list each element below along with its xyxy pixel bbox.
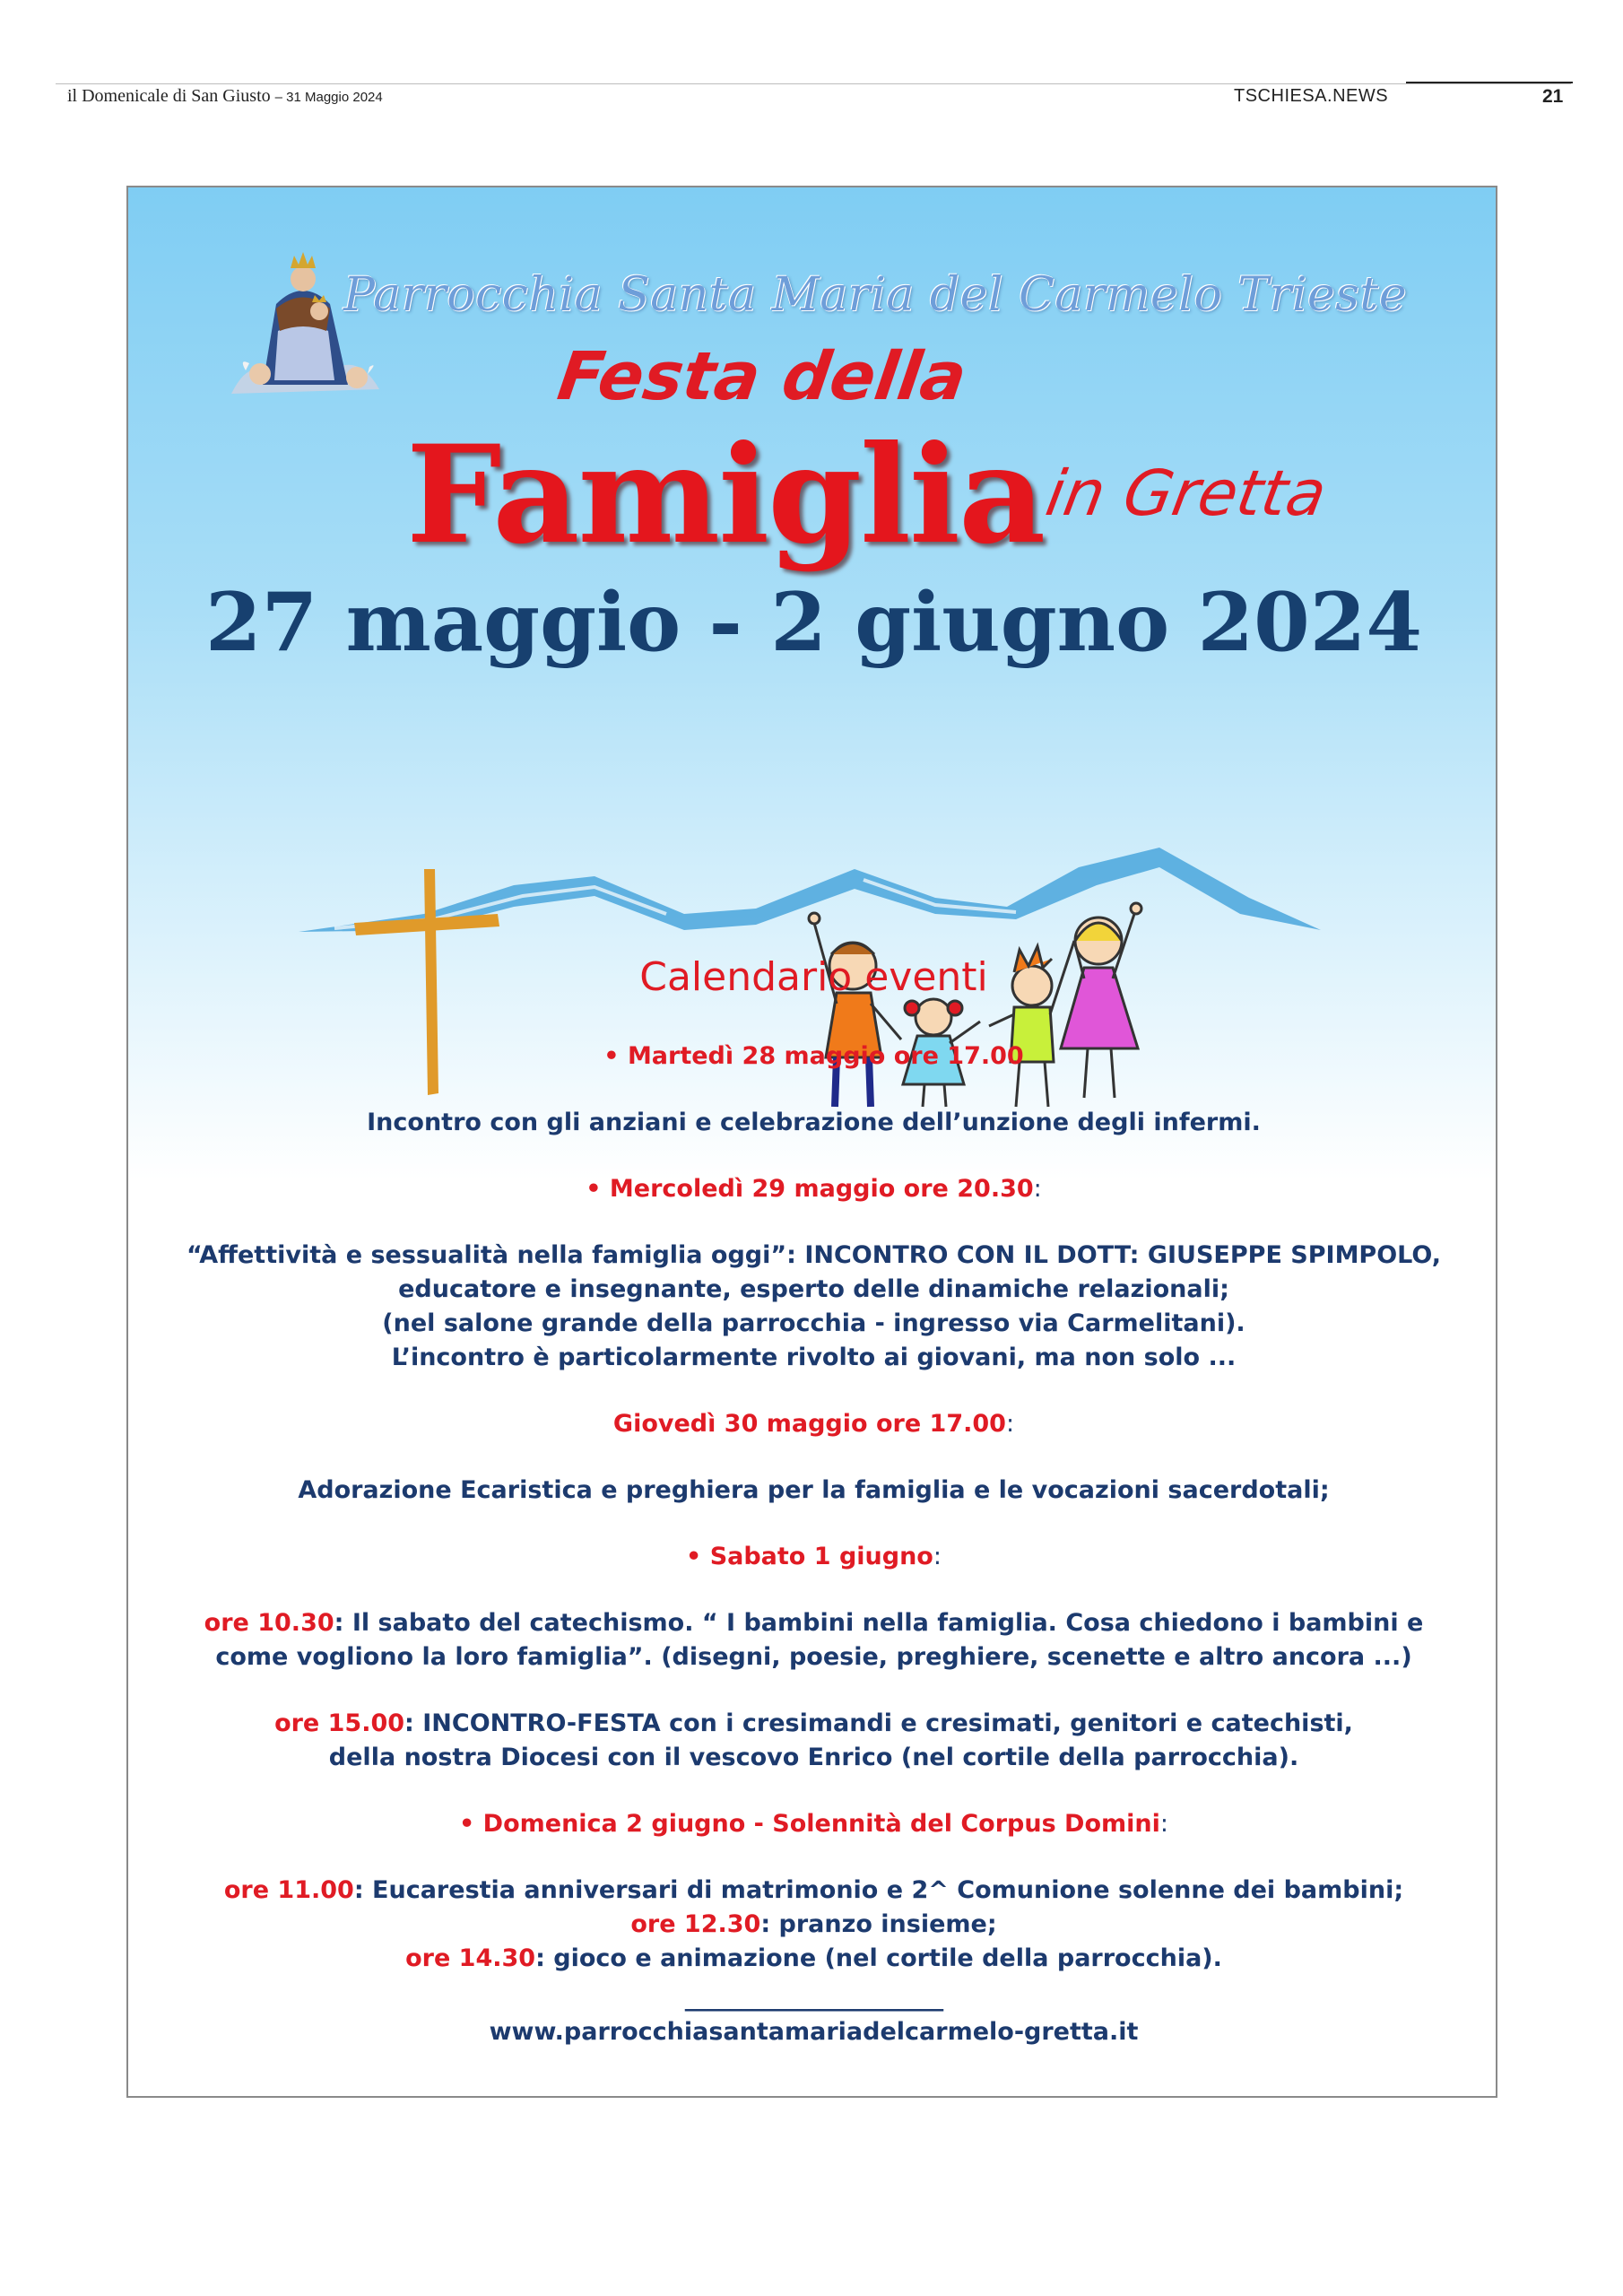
sunday-desc-3-text: gioco e animazione (nel cortile della parrocchia). (553, 1944, 1222, 1972)
sunday-desc-1-text: Eucarestia anniversari di matrimonio e 2^ Comunione solenne dei bambini; (372, 1876, 1404, 1904)
colon: : (933, 1543, 942, 1570)
event-poster (126, 186, 1497, 2098)
colon: : (1005, 1410, 1015, 1438)
event-desc-sunday-3: ore 14.30: gioco e animazione (nel cortile della parrocchia). (405, 1944, 1222, 1972)
event-desc-sunday-1: ore 11.00: Eucarestia anniversari di matrimonio e 2^ Comunione solenne dei bambini; (223, 1876, 1404, 1904)
tuesday-date-text: Martedì 28 maggio ore 17.00 (627, 1042, 1024, 1070)
header-rule (56, 83, 1571, 84)
page-header (0, 0, 1623, 117)
event-date-tuesday (128, 1039, 1497, 1074)
event-date-wednesday (128, 1172, 1497, 1206)
gretta-subtitle: in Gretta (1040, 457, 1332, 530)
saturday-time-2: ore 15.00 (274, 1709, 405, 1737)
parish-name: Parrocchia Santa Maria del Carmelo Trieste (343, 268, 1408, 322)
famiglia-title: Famiglia (406, 416, 1045, 574)
event-desc-saturday-1a: ore 10.30: Il sabato del catechismo. “ I bambini nella famiglia. Cosa chiedono i bambini e (204, 1609, 1424, 1637)
publication-date: – 31 Maggio 2024 (274, 90, 383, 105)
bullet: • (586, 1175, 610, 1203)
publication-info (67, 86, 383, 107)
colon: : (1159, 1810, 1168, 1838)
event-date-thursday (128, 1407, 1497, 1441)
event-date-sunday (128, 1807, 1497, 1841)
sunday-time-3: ore 14.30 (405, 1944, 536, 1972)
sunday-time-2: ore 12.30 (630, 1910, 761, 1938)
festa-title: Festa della (552, 338, 971, 415)
event-desc-sunday-2: ore 12.30: pranzo insieme; (630, 1910, 997, 1938)
sunday-date-text: Domenica 2 giugno - Solennità del Corpus Domini (482, 1810, 1160, 1838)
separator-line: _______________________ (684, 1984, 943, 2012)
event-dates: 27 maggio - 2 giugno 2024 (205, 575, 1422, 670)
colon: : (1033, 1175, 1042, 1203)
parish-website: www.parrocchiasantamariadelcarmelo-gretta.it (489, 2018, 1139, 2046)
event-desc-saturday-1b: come vogliono la loro famiglia”. (disegni, poesie, preghiere, scenette e altro ancora ...) (215, 1643, 1412, 1671)
event-desc-thursday: Adorazione Ecaristica e preghiera per la famiglia e le vocazioni sacerdotali; (298, 1476, 1330, 1504)
event-desc-wednesday-1: “Affettività e sessualità nella famiglia oggi”: INCONTRO CON IL DOTT: GIUSEPPE SPIMPOLO, (186, 1241, 1442, 1269)
event-list (128, 1039, 1497, 2049)
event-date-saturday (128, 1540, 1497, 1574)
calendar-title: Calendario eventi (639, 954, 988, 1000)
header-page-rule (1406, 82, 1573, 83)
event-desc-tuesday: Incontro con gli anziani e celebrazione dell’unzione degli infermi. (367, 1109, 1261, 1136)
wednesday-date-text: Mercoledì 29 maggio ore 20.30 (609, 1175, 1034, 1203)
event-desc-saturday-2a: ore 15.00: INCONTRO-FESTA con i cresimandi e cresimati, genitori e catechisti, (274, 1709, 1353, 1737)
bullet: • (686, 1543, 710, 1570)
saturday-date-text: Sabato 1 giugno (709, 1543, 933, 1570)
event-desc-wednesday-4: L’incontro è particolarmente rivolto ai giovani, ma non solo ... (391, 1344, 1237, 1371)
site-name: TSCHIESA.NEWS (1234, 86, 1389, 106)
thursday-date-text: Giovedì 30 maggio ore 17.00 (612, 1410, 1006, 1438)
saturday-desc-1a-text: Il sabato del catechismo. “ I bambini nella famiglia. Cosa chiedono i bambini e (352, 1609, 1424, 1637)
publication-name: il Domenicale di San Giusto (67, 86, 271, 106)
bullet: • (603, 1042, 628, 1070)
event-desc-wednesday-2: educatore e insegnante, esperto delle dinamiche relazionali; (398, 1275, 1229, 1303)
bullet: • (459, 1810, 483, 1838)
event-desc-saturday-2b: della nostra Diocesi con il vescovo Enrico (nel cortile della parrocchia). (328, 1744, 1299, 1771)
saturday-desc-2a-text: INCONTRO-FESTA con i cresimandi e cresimati, genitori e catechisti, (422, 1709, 1353, 1737)
saturday-time-1: ore 10.30 (204, 1609, 334, 1637)
event-desc-wednesday-3: (nel salone grande della parrocchia - ingresso via Carmelitani). (382, 1309, 1245, 1337)
sunday-desc-2-text: pranzo insieme; (778, 1910, 997, 1938)
sunday-time-1: ore 11.00 (223, 1876, 354, 1904)
page-number: 21 (1542, 86, 1564, 107)
